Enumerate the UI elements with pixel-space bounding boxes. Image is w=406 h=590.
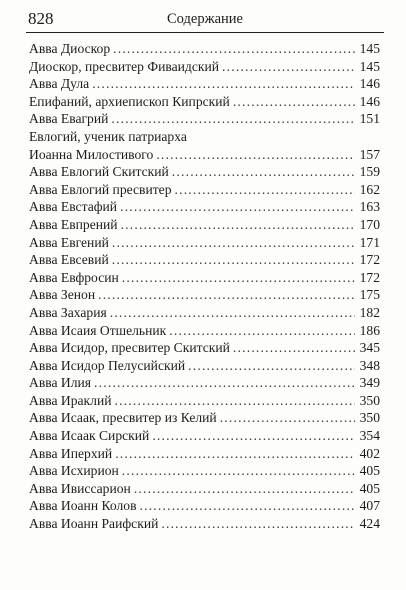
toc-entry-title: Авва Дула	[29, 76, 90, 92]
toc-entry	[29, 163, 380, 181]
toc-entry-title: Авва Ивиссарион	[29, 480, 131, 496]
toc-entry	[29, 128, 380, 146]
dot-leader	[112, 234, 355, 252]
toc-entry-page: 151	[359, 111, 380, 127]
dot-leader	[222, 58, 355, 76]
toc-entry-page: 182	[359, 304, 380, 320]
toc-entry-page: 172	[359, 269, 380, 285]
toc-entry-page: 146	[359, 93, 380, 109]
dot-leader	[233, 93, 355, 111]
dot-leader	[220, 409, 355, 427]
toc-entry	[29, 339, 380, 357]
toc-entry-page: 424	[359, 516, 380, 532]
header-rule	[26, 32, 384, 33]
toc-entry	[29, 251, 380, 269]
toc-entry-title: Авва Иоанн Раифский	[29, 516, 159, 532]
toc-entry-title: Авва Зенон	[29, 287, 96, 303]
toc-entry	[29, 40, 380, 58]
toc-entry	[29, 374, 380, 392]
toc-entry-page: 163	[359, 199, 380, 215]
toc-entry-page: 162	[359, 181, 380, 197]
toc-entry-title: Авва Евгений	[29, 234, 109, 250]
dot-leader	[110, 304, 355, 322]
toc-entry-title: Авва Исаак, пресвитер из Келий	[29, 410, 217, 426]
dot-leader	[233, 339, 355, 357]
toc-entry-title: Авва Евлогий пресвитер	[29, 181, 172, 197]
page-header	[28, 8, 382, 32]
toc-entry-title: Авва Исидор, пресвитер Скитский	[29, 340, 230, 356]
toc-entry	[29, 58, 380, 76]
toc-entry	[29, 427, 380, 445]
dot-leader	[92, 75, 355, 93]
toc-entry-page: 407	[359, 498, 380, 514]
toc-entry-page: 170	[359, 216, 380, 232]
toc-entry	[29, 75, 380, 93]
toc-entry	[29, 497, 380, 515]
toc-entry-title: Авва Евлогий Скитский	[29, 164, 169, 180]
toc-entry	[29, 93, 380, 111]
toc-entry-page: 146	[359, 76, 380, 92]
toc-entry-title: Авва Евсевий	[29, 252, 109, 268]
toc-entry-page: 354	[359, 428, 380, 444]
dot-leader	[115, 445, 355, 463]
dot-leader	[140, 497, 355, 515]
dot-leader	[120, 198, 355, 216]
toc-entry	[29, 181, 380, 199]
toc-entry-page: 159	[359, 164, 380, 180]
toc-entry	[29, 216, 380, 234]
toc-entry	[29, 269, 380, 287]
toc-entry-title: Иоанна Милостивого	[29, 146, 154, 162]
dot-leader	[161, 515, 355, 533]
dot-leader	[111, 110, 355, 128]
toc-entry	[29, 198, 380, 216]
toc-entry	[29, 515, 380, 533]
toc-entry-title: Авва Исхирион	[29, 463, 119, 479]
toc-entry-page: 350	[359, 392, 380, 408]
toc-entry-title: Авва Иоанн Колов	[29, 498, 137, 514]
toc-entry	[29, 322, 380, 340]
toc-entry	[29, 480, 380, 498]
toc-entry-page: 405	[359, 463, 380, 479]
toc-entry-title: Авва Евстафий	[29, 199, 118, 215]
toc-entry	[29, 445, 380, 463]
toc-entry-title: Авва Иперхий	[29, 445, 113, 461]
toc-entry-page: 349	[359, 375, 380, 391]
dot-leader	[94, 374, 355, 392]
toc-entry	[29, 409, 380, 427]
dot-leader	[122, 462, 355, 480]
toc-entry-title: Епифаний, архиепископ Кипрский	[29, 93, 230, 109]
toc-entry-title: Авва Евагрий	[29, 111, 109, 127]
toc-entry	[29, 286, 380, 304]
running-title: Содержание	[167, 11, 243, 27]
toc-entry-title: Авва Исаак Сирский	[29, 428, 150, 444]
toc-entry-title: Авва Илия	[29, 375, 92, 391]
toc-entry-page: 402	[359, 445, 380, 461]
toc-entry-page: 175	[359, 287, 380, 303]
dot-leader	[188, 357, 355, 375]
toc-entry-title: Авва Ираклий	[29, 392, 112, 408]
toc-entry-page: 172	[359, 252, 380, 268]
dot-leader	[172, 163, 355, 181]
dot-leader	[113, 40, 355, 58]
toc-entry-title: Авва Диоскор	[29, 41, 111, 56]
toc-entry	[29, 462, 380, 480]
toc-entry	[29, 304, 380, 322]
toc-entry-page: 145	[359, 58, 380, 74]
dot-leader	[122, 269, 355, 287]
dot-leader	[175, 181, 356, 199]
dot-leader	[115, 392, 356, 410]
toc-entry-title: Евлогий, ученик патриарха	[29, 128, 187, 144]
dot-leader	[112, 251, 355, 269]
toc-entry-page: 345	[359, 340, 380, 356]
page-number: 828	[28, 9, 54, 28]
toc-entry-page: 348	[359, 357, 380, 373]
toc-entry-title: Диоскор, пресвитер Фиваидский	[29, 58, 220, 74]
toc-entry-title: Авва Исаия Отшельник	[29, 322, 167, 338]
toc-entry-title: Авва Евфросин	[29, 269, 119, 285]
toc-entry	[29, 110, 380, 128]
table-of-contents	[29, 40, 380, 533]
dot-leader	[156, 146, 355, 164]
toc-entry	[29, 234, 380, 252]
toc-entry-page: 171	[359, 234, 380, 250]
dot-leader	[169, 322, 355, 340]
toc-entry-page: 405	[359, 480, 380, 496]
dot-leader	[152, 427, 355, 445]
toc-entry	[29, 357, 380, 375]
toc-entry	[29, 146, 380, 164]
dot-leader	[98, 286, 355, 304]
toc-entry	[29, 392, 380, 410]
dot-leader	[121, 216, 355, 234]
toc-entry-page: 145	[359, 41, 380, 56]
toc-entry-page: 157	[359, 146, 380, 162]
toc-entry-title: Авва Исидор Пелусийский	[29, 357, 186, 373]
dot-leader	[134, 480, 355, 498]
toc-entry-page: 186	[359, 322, 380, 338]
toc-entry-page: 350	[359, 410, 380, 426]
toc-entry-title: Авва Захария	[29, 304, 107, 320]
toc-entry-title: Авва Евпрений	[29, 216, 118, 232]
